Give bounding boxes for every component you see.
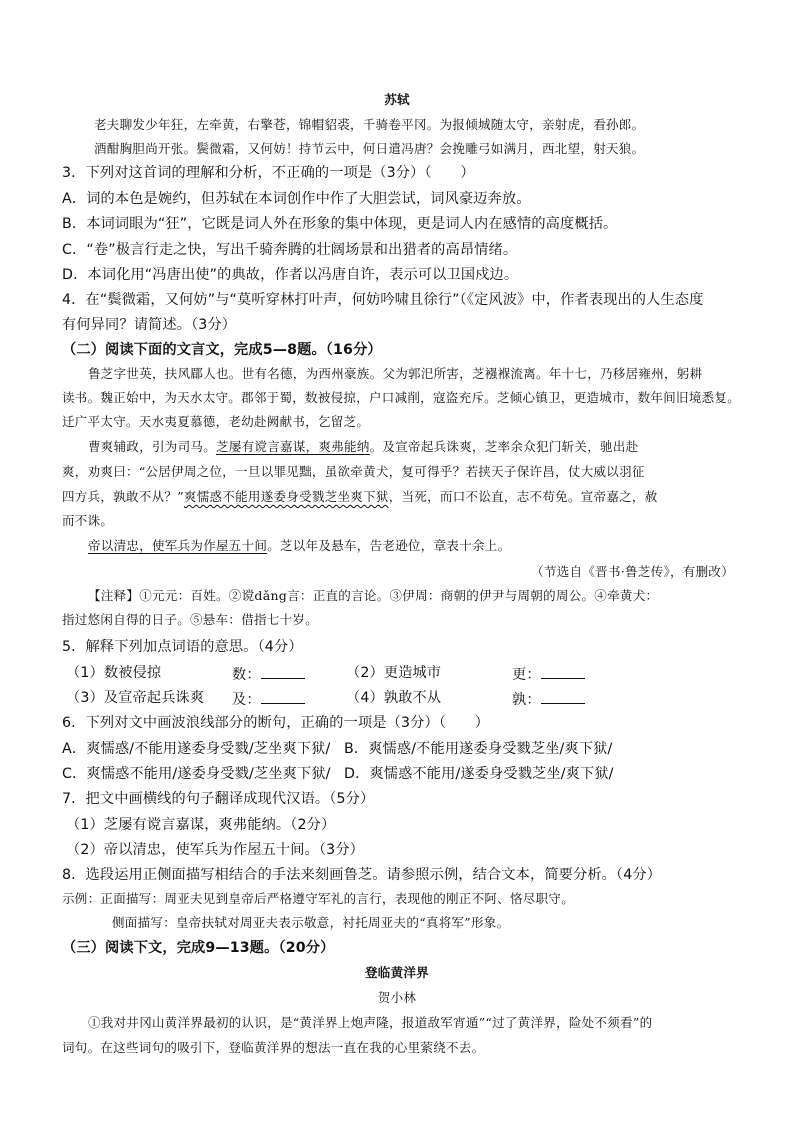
article-p1-line-1: ①我对井冈山黄洋界最初的认识，是“黄洋界上炮声隆，报道敌军宵遁”“过了黄洋界，险处不须看”的 — [88, 1015, 653, 1030]
q5-item-4: （4）孰敢不从 — [346, 690, 442, 706]
q6-option-b: B．爽懦惑/不能用遂委身受戮芝坐/爽下狱/ — [344, 741, 613, 757]
section-2-heading: （二）阅读下面的文言文，完成5—8题。（16分） — [62, 342, 382, 358]
passage-text: 。芝以年及悬车，告老逊位，章表十余上。 — [267, 538, 511, 553]
section-3-heading: （三）阅读下文，完成9—13题。（20分） — [62, 940, 335, 956]
q5-blank-4 — [512, 691, 585, 707]
article-title: 登临黄洋界 — [364, 965, 429, 980]
passage-p1-line-2: 读书。魏正始中，为天水太守。郡邻于蜀，数被侵掠，户口减削，寇盗充斥。芝倾心镇卫，更造城市，数年间旧境悉复。 — [62, 390, 740, 405]
passage-text: ，当死，而口不讼直，志不苟免。宣帝嘉之，赦 — [388, 489, 658, 504]
wavy-underlined-segment: 爽懦惑不能用遂委身受戮芝坐爽下狱 — [183, 489, 389, 504]
passage-text: 曹爽辅政，引为司马。 — [88, 439, 217, 454]
passage-p2-line-3 — [62, 491, 658, 504]
article-author: 贺小林 — [377, 990, 417, 1005]
q5-item-2: （2）更造城市 — [346, 665, 442, 681]
passage-p2-line-1 — [88, 441, 638, 454]
q7-stem: 7．把文中画横线的句子翻译成现代汉语。（5分） — [62, 791, 375, 807]
q5-blank-label: 及： — [232, 692, 261, 708]
poem-line-1: 老夫聊发少年狂，左牵黄，右擎苍，锦帽貂裘，千骑卷平冈。为报倾城随太守，亲射虎，看孙郎。 — [94, 117, 645, 132]
q3-option-c: C．“卷”极言行走之快，写出千骑奔腾的壮阔场景和出猎者的高昂情绪。 — [62, 242, 518, 258]
answer-blank[interactable] — [261, 691, 305, 704]
answer-blank[interactable] — [541, 666, 585, 679]
passage-p1-line-1: 鲁芝字世英，扶风郿人也。世有名德，为西州豪族。父为郭汜所害，芝襁褓流离。年十七，乃移居雍州，躬耕 — [88, 366, 703, 381]
q3-option-b: B．本词词眼为“狂”，它既是词人外在形象的集中体现，更是词人内在感情的高度概括。 — [62, 216, 618, 232]
q5-stem: 5．解释下列加点词语的意思。（4分） — [62, 639, 303, 655]
passage-p2-line-4: 而不诛。 — [62, 513, 114, 528]
q5-blank-label: 数： — [232, 667, 261, 683]
q5-blank-2 — [512, 666, 585, 682]
q4-line-2: 有何异同？请简述。（3分） — [62, 317, 237, 333]
q6-stem: 6．下列对文中画波浪线部分的断句，正确的一项是（3分）（ ） — [62, 715, 490, 731]
poem-line-2: 酒酣胸胆尚开张。鬓微霜，又何妨！持节云中，何日遣冯唐？会挽雕弓如满月，西北望，射天狼。 — [94, 141, 645, 156]
q5-blank-1 — [232, 666, 305, 682]
q3-stem: 3．下列对这首词的理解和分析，不正确的一项是（3分）（ ） — [62, 165, 475, 181]
q5-item-3: （3）及宣帝起兵诛爽 — [66, 690, 205, 706]
q5-blank-3 — [232, 691, 305, 707]
poem-author: 苏轼 — [384, 92, 410, 107]
q8-stem: 8．选段运用正侧面描写相结合的手法来刻画鲁芝。请参照示例，结合文本，简要分析。（4分） — [62, 867, 662, 883]
q4-line-1: 4．在“鬓微霜，又何妨”与“莫听穿林打叶声，何妨吟啸且徐行”（《定风波》中，作者表现出的人生态度 — [62, 292, 704, 308]
passage-text: 四方兵，孰敢不从？” — [62, 489, 184, 504]
article-p1-line-2: 词句。在这些词句的吸引下，登临黄洋界的想法一直在我的心里萦绕不去。 — [62, 1040, 485, 1055]
answer-blank[interactable] — [261, 666, 305, 679]
answer-blank[interactable] — [541, 691, 585, 704]
q6-option-c: C．爽懦惑不能用/遂委身受戮/芝坐爽下狱/ — [62, 766, 331, 782]
passage-text: 。及宣帝起兵诛爽，芝率余众犯门斩关，驰出赴 — [369, 439, 639, 454]
q6-option-d: D．爽懦惑不能用/遂委身受戮芝坐/爽下狱/ — [344, 766, 614, 782]
q3-option-a: A．词的本色是婉约，但苏轼在本词创作中作了大胆尝试，词风豪迈奔放。 — [62, 191, 531, 207]
q7-sentence-2: （2）帝以清忠，使军兵为作屋五十间。（3分） — [66, 842, 365, 858]
passage-p2-line-2: 爽，劝爽曰：“公居伊周之位，一旦以罪见黜，虽欲牵黄犬，复可得乎？若挟天子保许昌，仗大威以羽征 — [62, 464, 645, 479]
q7-sentence-1: （1）芝屡有谠言嘉谋，爽弗能纳。（2分） — [66, 817, 336, 833]
notes-line-1: 【注释】①元元：百姓。②谠dǎng言：正直的言论。③伊周：商朝的伊尹与周朝的周公。④牵黄犬： — [88, 588, 659, 603]
q6-option-a: A．爽懦惑/不能用遂委身受戮/芝坐爽下狱/ — [62, 741, 331, 757]
q8-example-1: 示例：正面描写：周亚夫见到皇帝后严格遵守军礼的言行，表现他的刚正不阿、恪尽职守。 — [62, 891, 575, 906]
underlined-sentence-2: 帝以清忠，使军兵为作屋五十间 — [88, 538, 268, 553]
q8-example-2: 侧面描写：皇帝扶轼对周亚夫表示敬意，衬托周亚夫的“真将军”形象。 — [112, 915, 510, 930]
passage-source: （节选自《晋书·鲁芝传》，有删改） — [531, 564, 734, 579]
underlined-sentence-1: 芝屡有谠言嘉谋，爽弗能纳 — [216, 439, 370, 454]
q5-blank-label: 更： — [512, 667, 541, 683]
q3-option-d: D．本词化用“冯唐出使”的典故，作者以冯唐自许，表示可以卫国戍边。 — [62, 267, 519, 283]
notes-line-2: 指过悠闲自得的日子。⑤悬车：借指七十岁。 — [62, 612, 319, 627]
q5-blank-label: 孰： — [512, 692, 541, 708]
q5-item-1: （1）数被侵掠 — [66, 665, 162, 681]
passage-p1-line-3: 迁广平太守。天水夷夏慕德，老幼赴阙献书，乞留芝。 — [62, 414, 370, 429]
passage-p3-line-1 — [88, 540, 510, 553]
